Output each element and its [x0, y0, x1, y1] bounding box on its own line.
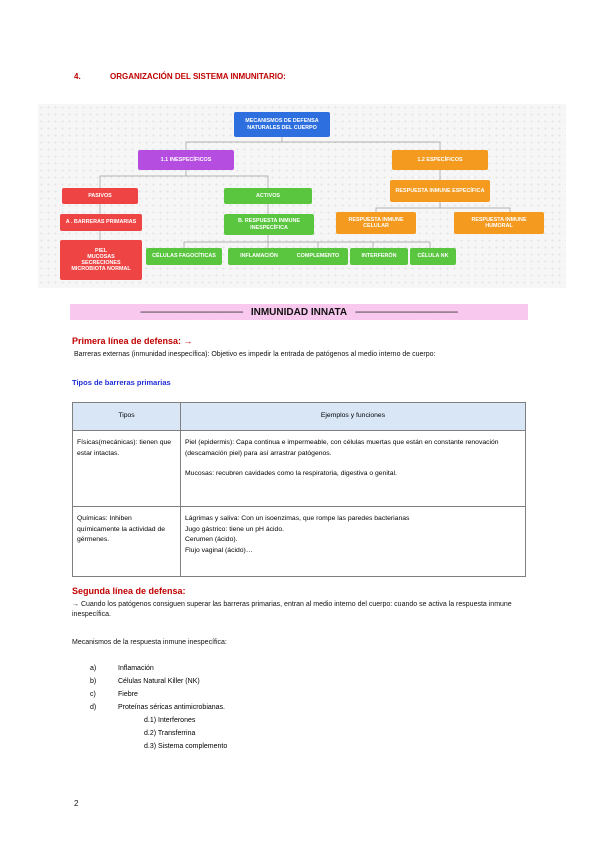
table-header-row: [73, 403, 526, 431]
map-node-nk-cell: CÉLULA NK: [410, 248, 456, 265]
list-item: d) Proteínas séricas antimicrobianas.: [90, 704, 225, 711]
barrier-list-item: MUCOSAS: [87, 253, 115, 260]
map-node-inflammation: INFLAMACIÓN: [228, 248, 290, 265]
table-row: [73, 507, 526, 577]
page-number: 2: [74, 799, 79, 808]
map-node-nonspecific: 1.1 INESPECÍFICOS: [138, 150, 234, 170]
map-node-barrier-list: [60, 240, 142, 280]
map-node-cellular: RESPUESTA INMUNE CELULAR: [336, 212, 416, 234]
mechanisms-sublist: [144, 714, 227, 753]
table-header-types: Tipos: [73, 403, 181, 431]
map-node-specific-response: RESPUESTA INMUNE ESPECÍFICA: [390, 180, 490, 202]
example-text: Flujo vaginal (ácido)…: [185, 546, 253, 554]
barrier-list-item: SECRECIONES: [81, 260, 121, 266]
list-item: a) Inflamación: [90, 665, 154, 672]
map-node-complement: COMPLEMENTO: [288, 248, 348, 265]
banner-title: INMUNIDAD INNATA: [250, 306, 348, 318]
second-line-heading: Segunda línea de defensa:: [72, 586, 186, 596]
list-item: b) Células Natural Killer (NK): [90, 678, 200, 685]
map-node-phagocytic-cells: CÉLULAS FAGOCÍTICAS: [146, 248, 222, 265]
example-text: Jugo gástrico: tiene un pH ácido.: [185, 525, 284, 533]
example-text: Piel (epidermis): Capa continua e impermeable, con células muertas que están en constante renovación (descamación piel) para así arrastrar patógenos.: [185, 439, 499, 457]
first-line-text: Barreras externas (inmunidad inespecífica): Objetivo es impedir la entrada de patógenos al medio interno de cuerpo:: [74, 351, 436, 358]
map-node-active: ACTIVOS: [224, 188, 312, 204]
example-text: Lágrimas y saliva: Con un isoenzimas, que rompe las paredes bacterianas: [185, 515, 410, 522]
table-cell-type: Químicas: Inhiben químicamente la actividad de gérmenes.: [73, 507, 181, 577]
list-item: c) Fiebre: [90, 691, 138, 698]
barrier-list-item: MICROBIOTA NORMAL: [71, 266, 131, 273]
banner-dashes-left: --------------------------------------------------------: [140, 308, 243, 316]
map-node-nonspecific-response: B. RESPUESTA INMUNE INESPECÍFICA: [224, 214, 314, 235]
table-cell-examples: [181, 431, 526, 507]
second-line-text: → Cuando los patógenos consiguen superar las barreras primarias, entran al medio interno del cuerpo: cuando se activa la respuesta inmune inespecífica.: [72, 601, 512, 619]
table-header-examples: Ejemplos y funciones: [181, 403, 526, 431]
table-cell-type: Físicas(mecánicas): tienen que estar intactas.: [73, 431, 181, 507]
example-text: Mucosas: recubren cavidades como la respiratoria, digestiva o genital.: [185, 470, 397, 478]
map-node-humoral: RESPUESTA INMUNE HUMORAL: [454, 212, 544, 234]
barriers-heading: Tipos de barreras primarias: [72, 378, 171, 387]
sublist-item: d.2) Transferrina: [144, 730, 196, 737]
table-row: [73, 431, 526, 507]
section-banner: [70, 304, 528, 320]
section-title: ORGANIZACIÓN DEL SISTEMA INMUNITARIO:: [110, 72, 286, 81]
example-text: Cerumen (ácido).: [185, 536, 238, 544]
map-node-interferon: INTERFERÓN: [350, 248, 408, 265]
map-node-primary-barriers: A . BARRERAS PRIMARIAS: [60, 214, 142, 231]
banner-dashes-right: --------------------------------------------------------: [355, 308, 458, 316]
mechanisms-heading: Mecanismos de la respuesta inmune inespecífica:: [72, 639, 227, 646]
mechanisms-list: [90, 662, 225, 714]
map-node-root: MECANISMOS DE DEFENSA NATURALES DEL CUERPO: [234, 112, 330, 137]
sublist-item: d.3) Sistema complemento: [144, 743, 228, 750]
first-line-heading: Primera línea de defensa: →: [72, 336, 193, 346]
section-number: 4.: [74, 72, 81, 81]
barriers-table: [72, 402, 526, 577]
map-node-specific: 1.2 ESPECÍFICOS: [392, 150, 488, 170]
barrier-list-item: PIEL: [95, 247, 107, 254]
map-node-passive: PASIVOS: [62, 188, 138, 204]
concept-map: [38, 104, 566, 288]
sublist-item: d.1) Interferones: [144, 717, 196, 724]
table-cell-examples: [181, 507, 526, 577]
